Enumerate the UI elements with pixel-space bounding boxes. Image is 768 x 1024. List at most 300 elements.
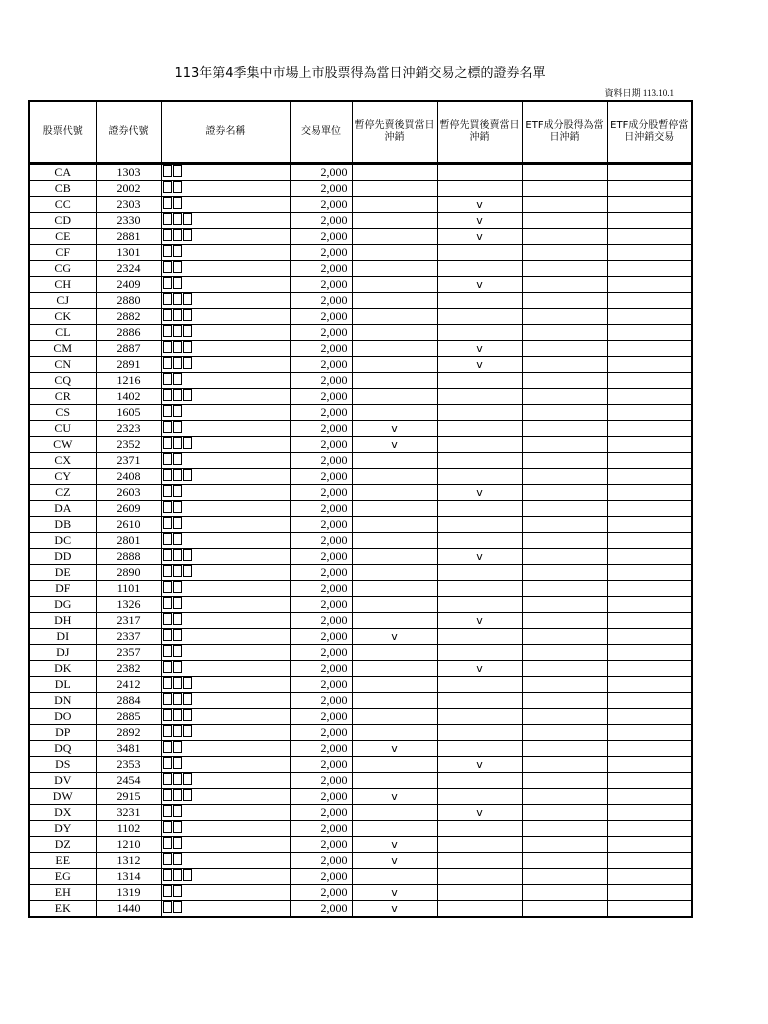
- row-etf-eligible: [522, 692, 607, 708]
- row-number: 1402: [96, 388, 161, 404]
- row-suspend-buy-first: [437, 500, 522, 516]
- glyph-box: [163, 773, 172, 785]
- glyph-box: [163, 517, 172, 529]
- glyph-box: [173, 405, 182, 417]
- glyph-box: [163, 693, 172, 705]
- glyph-box: [173, 469, 182, 481]
- row-suspend-sell-first: v: [352, 852, 437, 868]
- row-suspend-buy-first: [437, 308, 522, 324]
- row-number: 2408: [96, 468, 161, 484]
- row-suspend-sell-first: [352, 580, 437, 596]
- glyph-box: [173, 453, 182, 465]
- row-number: 2885: [96, 708, 161, 724]
- row-number: 1301: [96, 244, 161, 260]
- row-unit: 2,000: [290, 676, 352, 692]
- glyph-box: [163, 869, 172, 881]
- row-unit: 2,000: [290, 484, 352, 500]
- row-suspend-buy-first: [437, 852, 522, 868]
- row-code: DP: [29, 724, 96, 740]
- row-etf-suspended: [607, 596, 692, 612]
- glyph-box: [163, 901, 172, 913]
- row-name: [161, 660, 290, 676]
- table-row: [29, 900, 692, 917]
- row-suspend-buy-first: v: [437, 196, 522, 212]
- row-unit: 2,000: [290, 820, 352, 836]
- row-code: CZ: [29, 484, 96, 500]
- row-suspend-buy-first: v: [437, 548, 522, 564]
- header-etf-eligible: ETF成分股得為當日沖銷: [522, 101, 607, 163]
- glyph-box: [163, 293, 172, 305]
- header-stock-code: 股票代號: [29, 101, 96, 163]
- row-etf-eligible: [522, 228, 607, 244]
- glyph-box: [173, 661, 182, 673]
- row-suspend-buy-first: [437, 163, 522, 180]
- row-number: 2323: [96, 420, 161, 436]
- row-code: CY: [29, 468, 96, 484]
- row-etf-eligible: [522, 516, 607, 532]
- glyph-box: [183, 549, 192, 561]
- row-code: CN: [29, 356, 96, 372]
- table-row: [29, 452, 692, 468]
- glyph-box: [163, 581, 172, 593]
- row-unit: 2,000: [290, 340, 352, 356]
- row-name: [161, 852, 290, 868]
- row-suspend-sell-first: [352, 660, 437, 676]
- row-name: [161, 612, 290, 628]
- row-etf-eligible: [522, 340, 607, 356]
- header-security-number: 證券代號: [96, 101, 161, 163]
- row-etf-suspended: [607, 836, 692, 852]
- row-etf-eligible: [522, 420, 607, 436]
- glyph-box: [163, 741, 172, 753]
- row-number: 1312: [96, 852, 161, 868]
- row-unit: 2,000: [290, 468, 352, 484]
- row-number: 1605: [96, 404, 161, 420]
- glyph-box: [163, 837, 172, 849]
- row-unit: 2,000: [290, 372, 352, 388]
- row-suspend-buy-first: v: [437, 212, 522, 228]
- row-suspend-buy-first: [437, 692, 522, 708]
- glyph-box: [163, 565, 172, 577]
- row-number: 2881: [96, 228, 161, 244]
- row-number: 2303: [96, 196, 161, 212]
- glyph-box: [183, 869, 192, 881]
- row-etf-eligible: [522, 500, 607, 516]
- row-code: DY: [29, 820, 96, 836]
- row-suspend-sell-first: [352, 180, 437, 196]
- glyph-box: [173, 245, 182, 257]
- glyph-box: [173, 629, 182, 641]
- row-etf-suspended: [607, 420, 692, 436]
- row-name: [161, 868, 290, 884]
- row-number: 1216: [96, 372, 161, 388]
- row-suspend-buy-first: [437, 532, 522, 548]
- row-name: [161, 756, 290, 772]
- row-number: 2915: [96, 788, 161, 804]
- row-suspend-sell-first: [352, 772, 437, 788]
- row-suspend-sell-first: [352, 564, 437, 580]
- row-etf-eligible: [522, 260, 607, 276]
- row-number: 1210: [96, 836, 161, 852]
- row-etf-suspended: [607, 436, 692, 452]
- row-unit: 2,000: [290, 228, 352, 244]
- table-row: [29, 884, 692, 900]
- row-etf-eligible: [522, 436, 607, 452]
- row-name: [161, 180, 290, 196]
- glyph-box: [173, 421, 182, 433]
- row-suspend-buy-first: v: [437, 228, 522, 244]
- row-suspend-buy-first: [437, 260, 522, 276]
- table-row: [29, 628, 692, 644]
- glyph-box: [173, 165, 182, 177]
- row-name: [161, 820, 290, 836]
- row-suspend-buy-first: v: [437, 276, 522, 292]
- glyph-box: [173, 837, 182, 849]
- row-etf-suspended: [607, 548, 692, 564]
- date-label: 資料日期 113.10.1: [604, 88, 674, 98]
- glyph-box: [173, 517, 182, 529]
- row-name: [161, 276, 290, 292]
- row-code: CE: [29, 228, 96, 244]
- row-etf-eligible: [522, 564, 607, 580]
- row-etf-eligible: [522, 484, 607, 500]
- glyph-box: [173, 853, 182, 865]
- row-code: DO: [29, 708, 96, 724]
- glyph-box: [163, 645, 172, 657]
- row-suspend-sell-first: v: [352, 436, 437, 452]
- row-number: 2610: [96, 516, 161, 532]
- table-row: [29, 708, 692, 724]
- row-unit: 2,000: [290, 548, 352, 564]
- row-suspend-buy-first: [437, 452, 522, 468]
- row-name: [161, 212, 290, 228]
- row-unit: 2,000: [290, 900, 352, 917]
- glyph-box: [173, 485, 182, 497]
- glyph-box: [163, 885, 172, 897]
- row-etf-suspended: [607, 756, 692, 772]
- glyph-box: [173, 757, 182, 769]
- table-row: [29, 308, 692, 324]
- table-row: [29, 244, 692, 260]
- row-code: DW: [29, 788, 96, 804]
- row-unit: 2,000: [290, 212, 352, 228]
- row-etf-suspended: [607, 340, 692, 356]
- row-suspend-sell-first: [352, 612, 437, 628]
- row-suspend-buy-first: [437, 292, 522, 308]
- row-name: [161, 900, 290, 917]
- table-row: [29, 500, 692, 516]
- table-header-row: [29, 101, 692, 163]
- row-suspend-buy-first: [437, 564, 522, 580]
- row-code: EG: [29, 868, 96, 884]
- glyph-box: [163, 821, 172, 833]
- glyph-box: [173, 181, 182, 193]
- table-row: [29, 548, 692, 564]
- row-etf-eligible: [522, 580, 607, 596]
- row-suspend-sell-first: [352, 212, 437, 228]
- row-etf-eligible: [522, 788, 607, 804]
- table-row: [29, 196, 692, 212]
- row-etf-suspended: [607, 404, 692, 420]
- row-suspend-sell-first: [352, 708, 437, 724]
- row-etf-eligible: [522, 404, 607, 420]
- row-name: [161, 580, 290, 596]
- row-etf-eligible: [522, 452, 607, 468]
- glyph-box: [173, 741, 182, 753]
- row-number: 2886: [96, 324, 161, 340]
- glyph-box: [163, 389, 172, 401]
- row-code: CS: [29, 404, 96, 420]
- table-row: [29, 404, 692, 420]
- row-etf-eligible: [522, 180, 607, 196]
- glyph-box: [163, 485, 172, 497]
- row-name: [161, 532, 290, 548]
- glyph-box: [163, 501, 172, 513]
- glyph-box: [163, 469, 172, 481]
- row-etf-eligible: [522, 196, 607, 212]
- row-number: 2330: [96, 212, 161, 228]
- row-suspend-buy-first: [437, 516, 522, 532]
- row-unit: 2,000: [290, 644, 352, 660]
- row-name: [161, 772, 290, 788]
- row-code: DF: [29, 580, 96, 596]
- row-code: EK: [29, 900, 96, 917]
- row-number: 3481: [96, 740, 161, 756]
- row-number: 2353: [96, 756, 161, 772]
- row-number: 2352: [96, 436, 161, 452]
- glyph-box: [173, 213, 182, 225]
- glyph-box: [163, 437, 172, 449]
- row-etf-eligible: [522, 244, 607, 260]
- row-etf-suspended: [607, 820, 692, 836]
- table-row: [29, 580, 692, 596]
- row-number: 2324: [96, 260, 161, 276]
- row-suspend-sell-first: [352, 388, 437, 404]
- row-code: DJ: [29, 644, 96, 660]
- document-title: 113年第4季集中市場上市股票得為當日沖銷交易之標的證券名單: [174, 66, 546, 81]
- row-suspend-buy-first: [437, 180, 522, 196]
- glyph-box: [163, 277, 172, 289]
- row-etf-eligible: [522, 212, 607, 228]
- row-name: [161, 420, 290, 436]
- row-etf-suspended: [607, 660, 692, 676]
- row-code: CA: [29, 163, 96, 180]
- glyph-box: [173, 789, 182, 801]
- row-unit: 2,000: [290, 388, 352, 404]
- glyph-box: [183, 389, 192, 401]
- row-etf-suspended: [607, 644, 692, 660]
- row-suspend-buy-first: [437, 404, 522, 420]
- glyph-box: [163, 661, 172, 673]
- glyph-box: [183, 725, 192, 737]
- glyph-box: [173, 309, 182, 321]
- row-etf-eligible: [522, 852, 607, 868]
- glyph-box: [173, 805, 182, 817]
- table-row: [29, 388, 692, 404]
- row-number: 1319: [96, 884, 161, 900]
- row-unit: 2,000: [290, 756, 352, 772]
- glyph-box: [163, 533, 172, 545]
- row-suspend-sell-first: v: [352, 420, 437, 436]
- row-unit: 2,000: [290, 708, 352, 724]
- glyph-box: [163, 357, 172, 369]
- row-number: 2409: [96, 276, 161, 292]
- row-unit: 2,000: [290, 628, 352, 644]
- row-code: DL: [29, 676, 96, 692]
- row-unit: 2,000: [290, 180, 352, 196]
- row-name: [161, 404, 290, 420]
- row-etf-eligible: [522, 756, 607, 772]
- row-code: EE: [29, 852, 96, 868]
- glyph-box: [163, 549, 172, 561]
- glyph-box: [163, 709, 172, 721]
- row-number: 2890: [96, 564, 161, 580]
- row-code: DB: [29, 516, 96, 532]
- row-suspend-sell-first: [352, 804, 437, 820]
- glyph-box: [163, 789, 172, 801]
- row-number: 2609: [96, 500, 161, 516]
- row-etf-suspended: [607, 612, 692, 628]
- header-security-name: 證券名稱: [161, 101, 290, 163]
- row-suspend-buy-first: v: [437, 660, 522, 676]
- glyph-box: [163, 213, 172, 225]
- row-etf-suspended: [607, 852, 692, 868]
- row-suspend-sell-first: v: [352, 740, 437, 756]
- glyph-box: [163, 677, 172, 689]
- table-row: [29, 676, 692, 692]
- row-number: 1102: [96, 820, 161, 836]
- row-unit: 2,000: [290, 564, 352, 580]
- glyph-box: [183, 213, 192, 225]
- row-number: 2891: [96, 356, 161, 372]
- row-suspend-sell-first: v: [352, 788, 437, 804]
- row-code: CL: [29, 324, 96, 340]
- row-unit: 2,000: [290, 436, 352, 452]
- row-code: CQ: [29, 372, 96, 388]
- row-unit: 2,000: [290, 660, 352, 676]
- row-suspend-buy-first: v: [437, 484, 522, 500]
- table-row: [29, 356, 692, 372]
- row-number: 2371: [96, 452, 161, 468]
- row-etf-suspended: [607, 308, 692, 324]
- row-etf-suspended: [607, 356, 692, 372]
- row-code: CC: [29, 196, 96, 212]
- row-suspend-sell-first: [352, 756, 437, 772]
- row-suspend-buy-first: [437, 868, 522, 884]
- table-row: [29, 836, 692, 852]
- row-etf-eligible: [522, 676, 607, 692]
- glyph-box: [173, 885, 182, 897]
- row-code: DC: [29, 532, 96, 548]
- row-etf-suspended: [607, 804, 692, 820]
- glyph-box: [163, 309, 172, 321]
- row-etf-eligible: [522, 740, 607, 756]
- row-etf-eligible: [522, 612, 607, 628]
- row-suspend-buy-first: [437, 324, 522, 340]
- row-suspend-buy-first: [437, 468, 522, 484]
- row-etf-eligible: [522, 356, 607, 372]
- row-number: 2337: [96, 628, 161, 644]
- row-suspend-sell-first: [352, 260, 437, 276]
- row-etf-suspended: [607, 212, 692, 228]
- row-etf-eligible: [522, 708, 607, 724]
- glyph-box: [173, 597, 182, 609]
- glyph-box: [163, 229, 172, 241]
- row-unit: 2,000: [290, 612, 352, 628]
- glyph-box: [183, 325, 192, 337]
- glyph-box: [163, 181, 172, 193]
- glyph-box: [183, 565, 192, 577]
- row-code: CW: [29, 436, 96, 452]
- row-etf-eligible: [522, 884, 607, 900]
- row-suspend-buy-first: [437, 836, 522, 852]
- row-name: [161, 724, 290, 740]
- glyph-box: [173, 341, 182, 353]
- glyph-box: [173, 261, 182, 273]
- table-row: [29, 724, 692, 740]
- row-etf-eligible: [522, 324, 607, 340]
- row-suspend-sell-first: [352, 196, 437, 212]
- row-etf-suspended: [607, 788, 692, 804]
- row-name: [161, 484, 290, 500]
- row-name: [161, 692, 290, 708]
- table-row: [29, 804, 692, 820]
- row-number: 1303: [96, 163, 161, 180]
- row-etf-eligible: [522, 628, 607, 644]
- table-row: [29, 180, 692, 196]
- row-code: DN: [29, 692, 96, 708]
- row-suspend-sell-first: v: [352, 628, 437, 644]
- row-suspend-buy-first: [437, 388, 522, 404]
- row-suspend-sell-first: [352, 820, 437, 836]
- row-unit: 2,000: [290, 356, 352, 372]
- glyph-box: [163, 405, 172, 417]
- row-name: [161, 260, 290, 276]
- row-etf-suspended: [607, 500, 692, 516]
- row-suspend-buy-first: [437, 884, 522, 900]
- row-suspend-buy-first: [437, 244, 522, 260]
- glyph-box: [183, 773, 192, 785]
- row-etf-eligible: [522, 388, 607, 404]
- header-trading-unit: 交易單位: [290, 101, 352, 163]
- glyph-box: [183, 709, 192, 721]
- row-etf-suspended: [607, 163, 692, 180]
- row-suspend-sell-first: [352, 356, 437, 372]
- row-name: [161, 452, 290, 468]
- row-etf-eligible: [522, 868, 607, 884]
- row-unit: 2,000: [290, 324, 352, 340]
- glyph-box: [163, 261, 172, 273]
- row-suspend-buy-first: v: [437, 356, 522, 372]
- row-suspend-buy-first: [437, 900, 522, 917]
- row-etf-eligible: [522, 548, 607, 564]
- row-suspend-buy-first: [437, 420, 522, 436]
- row-code: CM: [29, 340, 96, 356]
- row-code: DZ: [29, 836, 96, 852]
- glyph-box: [173, 197, 182, 209]
- securities-table: [28, 100, 693, 918]
- row-etf-eligible: [522, 660, 607, 676]
- row-number: 2884: [96, 692, 161, 708]
- row-suspend-sell-first: [352, 404, 437, 420]
- row-name: [161, 596, 290, 612]
- row-etf-eligible: [522, 372, 607, 388]
- row-etf-suspended: [607, 324, 692, 340]
- row-suspend-sell-first: [352, 644, 437, 660]
- row-etf-eligible: [522, 836, 607, 852]
- row-etf-suspended: [607, 468, 692, 484]
- table-row: [29, 644, 692, 660]
